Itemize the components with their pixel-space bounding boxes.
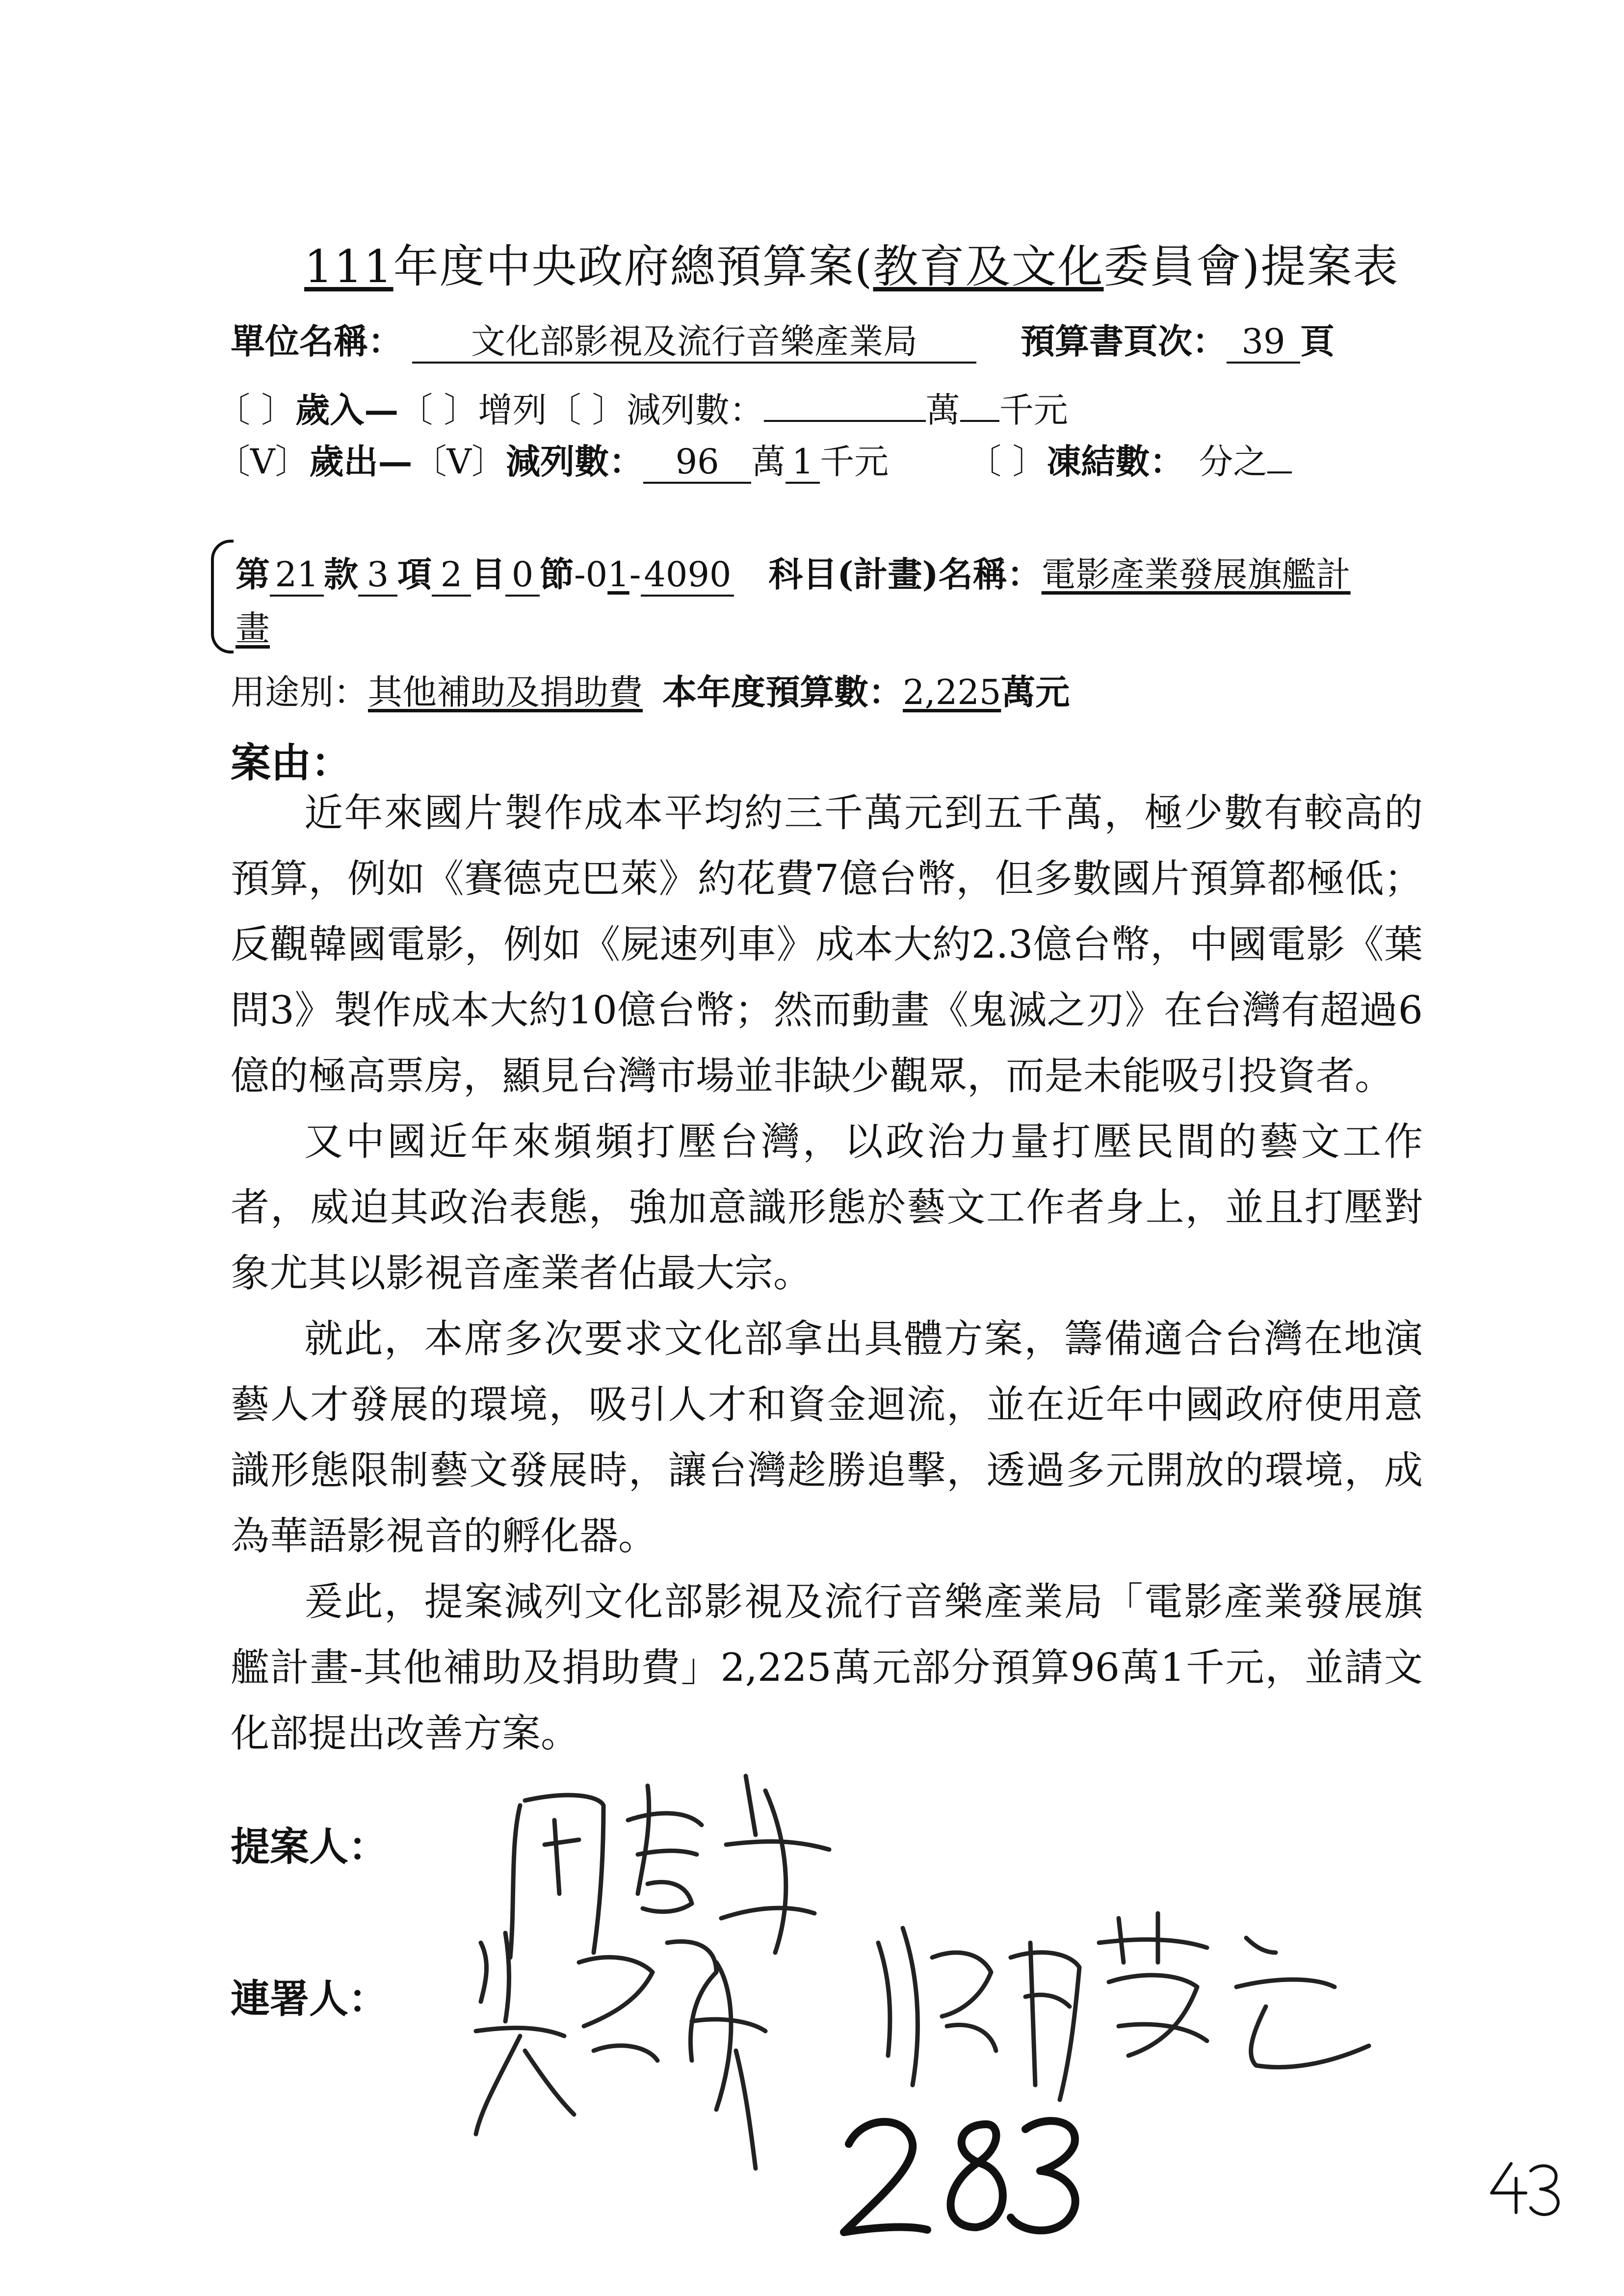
income-label: 歲入—: [295, 390, 399, 430]
document-title: [304, 231, 1399, 295]
usage-line: [231, 665, 1070, 714]
income-line: [216, 383, 1068, 432]
bracket-line: [211, 540, 234, 653]
expense-reduce-checkbox: 〔V〕: [412, 442, 506, 482]
cosigner-signature-2: [864, 1899, 1393, 2114]
code2: 4090: [641, 555, 734, 597]
title-committee: 教育及文化: [873, 240, 1104, 293]
income-qian: 千元: [999, 390, 1068, 430]
jie-no: 0: [505, 555, 540, 597]
expense-line: [216, 434, 1292, 484]
income-amount-blank: [764, 420, 926, 422]
freeze-checkbox: 〔 〕: [967, 442, 1047, 482]
unit-line: [231, 314, 1335, 364]
program-name-line2: 畫: [236, 608, 270, 649]
program-name-wrap: [236, 601, 270, 651]
program-name-label: 科目(計畫)名稱：: [768, 554, 1042, 595]
corner-page-number: [1482, 2159, 1565, 2218]
expense-label: 歲出—: [309, 441, 413, 482]
title-mid: 年度中央政府總預算案(: [393, 240, 873, 293]
paragraph-4: 爰此，提案減列文化部影視及流行音樂產業局「電影產業發展旗艦計畫-其他補助及捐助費」2,225萬元部分預算96萬1千元，並請文化部提出改善方案。: [231, 1579, 1423, 1756]
program-line: [236, 547, 1351, 597]
cosigner-label: 連署人：: [231, 1976, 388, 2022]
expense-amount-qian: 1: [786, 442, 820, 484]
page-value: 39: [1227, 322, 1300, 364]
jie-label: 節: [540, 554, 574, 595]
income-qian-blank: [960, 420, 999, 422]
budget-unit: 萬元: [1001, 672, 1070, 712]
unit-label: 單位名稱：: [231, 321, 402, 362]
expense-amount-wan: 96: [643, 442, 751, 484]
expense-reduce-label: 減列數：: [506, 441, 644, 482]
title-year: 111: [304, 240, 393, 293]
freeze-text: 分之: [1199, 442, 1268, 482]
expense-checkbox: 〔V〕: [216, 442, 310, 482]
xiang-label: 項: [397, 554, 432, 595]
expense-wan: 萬: [751, 442, 786, 482]
paragraph-2: 又中國近年來頻頻打壓台灣，以政治力量打壓民間的藝文工作者，威迫其政治表態，強加意識形態於藝文工作者身上，並且打壓對象尤其以影視音產業者佔最大宗。: [231, 1119, 1423, 1296]
code1-digit: 1: [607, 554, 629, 595]
kuan-no: 21: [270, 555, 324, 597]
reason-body: [231, 780, 1423, 1766]
mu-no: 2: [432, 555, 471, 597]
handwritten-page-number: [834, 2105, 1089, 2252]
add-checkbox: 〔 〕: [398, 390, 478, 430]
usage-value: 其他補助及捐助費: [368, 672, 643, 712]
budget-value: 2,225: [903, 672, 1001, 712]
page-suffix: 頁: [1300, 321, 1335, 362]
usage-label: 用途別：: [231, 672, 368, 712]
paragraph-3: 就此，本席多次要求文化部拿出具體方案，籌備適合台灣在地演藝人才發展的環境，吸引人才和資金迴流，並在近年中國政府使用意識形態限制藝文發展時，讓台灣趁勝追擊，透過多元開放的環境，成為華語影視音的孵化器。: [231, 1316, 1423, 1559]
reduce-label: 減列數：: [626, 390, 764, 430]
kuan-label: 款: [324, 554, 358, 595]
add-label: 增列: [478, 390, 547, 430]
income-checkbox: 〔 〕: [216, 390, 296, 430]
mu-label: 目: [471, 554, 505, 595]
paragraph-1: 近年來國片製作成本平均約三千萬元到五千萬，極少數有較高的預算，例如《賽德克巴萊》約花費7億台幣，但多數國片預算都極低；反觀韓國電影，例如《屍速列車》成本大約2.3億台幣，中國電影《葉問3》製作成本大約10億台幣；然而動畫《鬼滅之刃》在台灣有超過6億的極高票房，顯見台灣市場並非缺少觀眾，而是未能吸引投資者。: [231, 790, 1423, 1098]
expense-qian: 千元: [820, 442, 889, 482]
reason-label: 案由：: [231, 739, 352, 786]
xiang-no: 3: [358, 555, 397, 597]
program-name-line1: 電影產業發展旗艦計: [1041, 554, 1351, 595]
page-label: 預算書頁次：: [1021, 321, 1227, 362]
title-tail: 委員會)提案表: [1103, 240, 1399, 293]
income-wan: 萬: [925, 390, 960, 430]
proposer-label: 提案人：: [231, 1824, 388, 1870]
budget-label: 本年度預算數：: [662, 672, 903, 712]
reduce-checkbox: 〔 〕: [547, 390, 627, 430]
code1-prefix: -0: [574, 554, 608, 595]
unit-value: 文化部影視及流行音樂產業局: [412, 322, 976, 364]
freeze-label: 凍結數：: [1047, 441, 1184, 482]
code-sep: -: [629, 554, 641, 595]
freeze-blank: [1267, 471, 1292, 473]
di-label: 第: [236, 554, 270, 595]
